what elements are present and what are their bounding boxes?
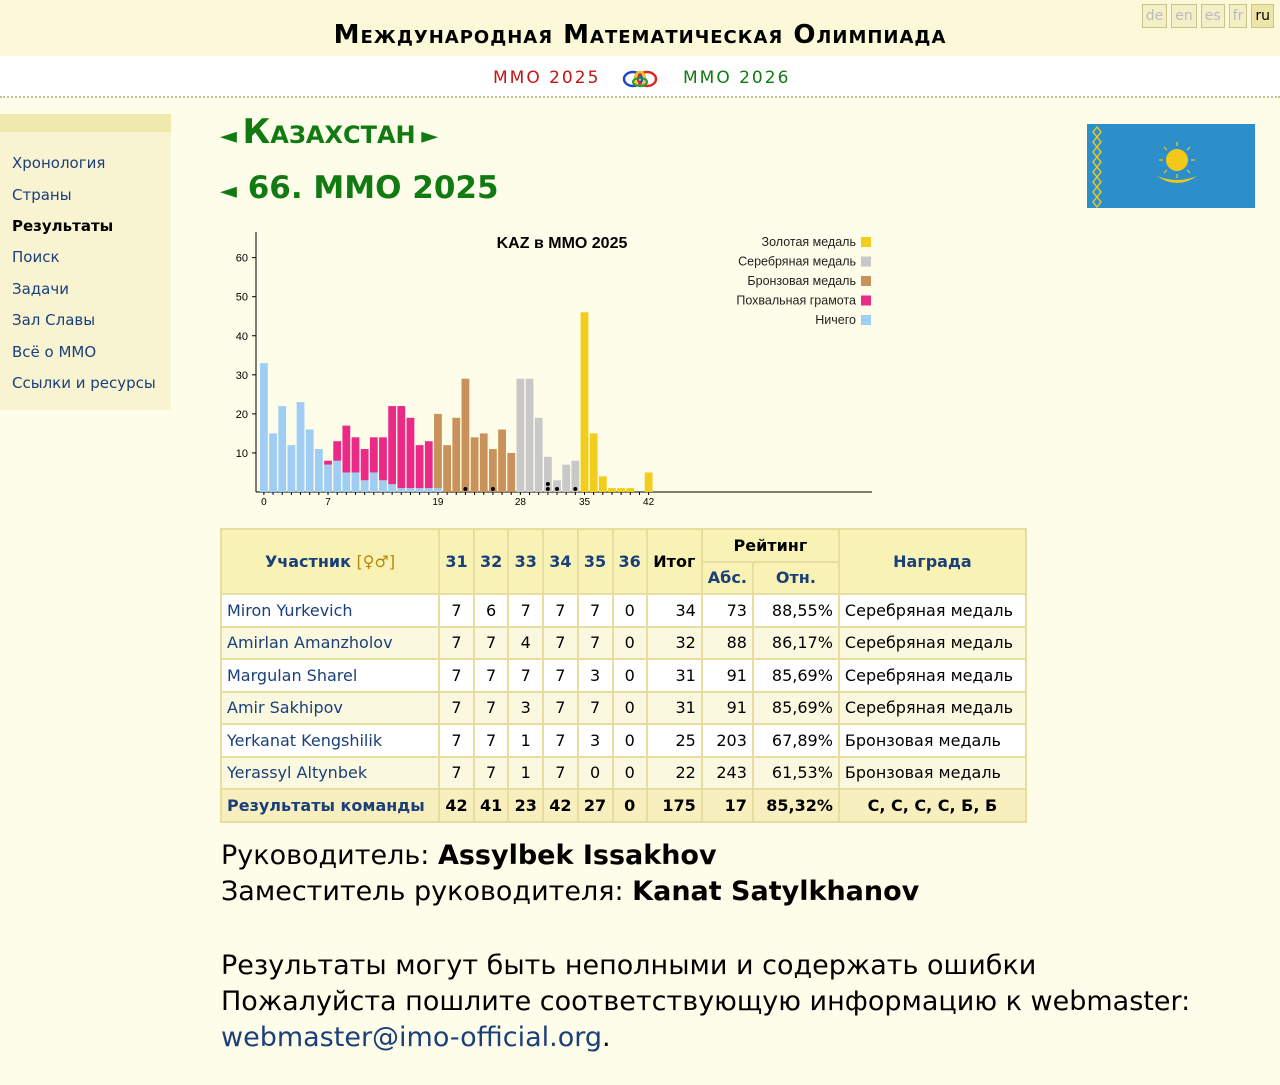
event-heading <box>220 170 499 206</box>
team-total: 175 <box>647 789 702 822</box>
bar-36 <box>590 433 598 492</box>
participant-name[interactable]: Yerkanat Kengshilik <box>221 724 439 757</box>
language-switcher <box>1142 4 1274 28</box>
bar-0 <box>260 363 268 492</box>
bar-7 <box>324 461 332 465</box>
problem-score: 6 <box>474 594 508 627</box>
bar-20 <box>443 445 451 492</box>
rank-abs: 91 <box>702 659 753 692</box>
legend-label: Похвальная грамота <box>736 293 856 308</box>
bar-13 <box>379 480 387 492</box>
bar-15 <box>397 406 405 488</box>
award: Серебряная медаль <box>839 594 1026 627</box>
problem-score: 7 <box>543 627 577 660</box>
header-participant[interactable]: Участник [♀♂] <box>221 529 439 594</box>
email-period: . <box>602 1022 611 1053</box>
y-tick-label: 40 <box>235 330 248 343</box>
total-score: 31 <box>647 659 702 692</box>
header-p3[interactable]: 33 <box>508 529 543 594</box>
bar-12 <box>370 437 378 472</box>
participant-name[interactable]: Margulan Sharel <box>221 659 439 692</box>
problem-score: 7 <box>439 627 474 660</box>
bar-14 <box>388 406 396 484</box>
team-marker <box>573 487 577 491</box>
rank-rel: 88,55% <box>753 594 839 627</box>
y-tick-label: 60 <box>235 252 248 265</box>
prev-country-arrow[interactable]: ◄ <box>220 124 237 149</box>
imo-logo-icon[interactable] <box>622 68 658 90</box>
team-score-p2: 41 <box>474 789 508 822</box>
sidebar <box>0 114 171 410</box>
lang-de[interactable]: de <box>1142 4 1168 28</box>
bar-21 <box>452 418 460 492</box>
problem-score: 0 <box>613 659 647 692</box>
problem-score: 7 <box>543 724 577 757</box>
team-marker <box>491 487 495 491</box>
nav-chronology[interactable]: Хронология <box>12 154 106 172</box>
bar-9 <box>342 426 350 473</box>
bar-8 <box>333 461 341 492</box>
bar-25 <box>489 449 497 492</box>
bar-19 <box>434 488 442 492</box>
next-country-arrow[interactable]: ► <box>421 124 439 149</box>
bar-42 <box>645 472 653 492</box>
problem-score: 7 <box>474 757 508 790</box>
header-p5[interactable]: 35 <box>578 529 613 594</box>
x-tick-label: 28 <box>514 497 526 508</box>
award: Серебряная медаль <box>839 659 1026 692</box>
bar-19 <box>434 414 442 488</box>
nav-hall-of-fame[interactable]: Зал Славы <box>12 311 96 329</box>
x-tick-label: 35 <box>578 497 591 508</box>
lang-en[interactable]: en <box>1171 4 1197 28</box>
header-rank-rel[interactable]: Отн. <box>753 562 839 595</box>
bar-29 <box>526 379 534 492</box>
bar-35 <box>581 312 589 492</box>
problem-score: 7 <box>578 627 613 660</box>
award: Серебряная медаль <box>839 627 1026 660</box>
header-p4[interactable]: 34 <box>543 529 577 594</box>
problem-score: 0 <box>613 724 647 757</box>
year-navigation <box>0 56 1280 98</box>
bar-22 <box>462 379 470 492</box>
legend-swatch <box>861 315 871 325</box>
nav-countries[interactable]: Страны <box>12 186 72 204</box>
rank-abs: 203 <box>702 724 753 757</box>
problem-score: 7 <box>439 757 474 790</box>
nav-about-imo[interactable]: Всё о ММО <box>12 343 97 361</box>
total-score: 31 <box>647 692 702 725</box>
team-marker <box>463 487 467 491</box>
table-row <box>221 627 1026 660</box>
bar-10 <box>352 472 360 492</box>
bar-5 <box>306 430 314 493</box>
bar-12 <box>370 472 378 492</box>
legend-label: Бронзовая медаль <box>747 274 856 288</box>
problem-score: 7 <box>543 757 577 790</box>
team-rank-rel: 85,32% <box>753 789 839 822</box>
legend-label: Серебряная медаль <box>738 254 856 269</box>
team-score-p3: 23 <box>508 789 543 822</box>
participant-name[interactable]: Amirlan Amanzholov <box>221 627 439 660</box>
rank-rel: 61,53% <box>753 757 839 790</box>
header-p6[interactable]: 36 <box>613 529 647 594</box>
bar-40 <box>626 488 634 492</box>
nav-problems[interactable]: Задачи <box>12 280 69 298</box>
team-awards: С, С, С, С, Б, Б <box>839 789 1026 822</box>
bar-10 <box>352 437 360 472</box>
bar-18 <box>425 441 433 488</box>
nav-results[interactable]: Результаты <box>12 217 114 235</box>
bar-24 <box>480 433 488 492</box>
lang-fr[interactable]: fr <box>1229 4 1248 28</box>
bar-3 <box>287 445 295 492</box>
y-tick-label: 50 <box>235 291 248 304</box>
team-results-row <box>221 789 1026 822</box>
disclaimer-line2: Пожалуйста пошлите соответствующую информацию к webmaster: <box>221 986 1191 1017</box>
next-year-link[interactable]: ММО 2026 <box>683 68 791 88</box>
header-award[interactable]: Награда <box>839 529 1026 594</box>
bar-27 <box>507 453 515 492</box>
rank-rel: 85,69% <box>753 692 839 725</box>
x-tick-label: 19 <box>432 497 444 508</box>
problem-score: 7 <box>543 594 577 627</box>
legend-swatch <box>861 296 871 306</box>
team-score-p4: 42 <box>543 789 577 822</box>
rank-rel: 85,69% <box>753 659 839 692</box>
bar-8 <box>333 441 341 461</box>
rank-abs: 88 <box>702 627 753 660</box>
bar-1 <box>269 433 277 492</box>
kazakhstan-flag <box>1087 124 1255 208</box>
rank-rel: 86,17% <box>753 627 839 660</box>
header-total[interactable]: Итог <box>647 529 702 594</box>
total-score: 25 <box>647 724 702 757</box>
prev-event-arrow[interactable]: ◄ <box>220 179 237 204</box>
y-tick-label: 30 <box>235 369 248 382</box>
bar-16 <box>407 418 415 488</box>
problem-score: 7 <box>508 594 543 627</box>
bar-30 <box>535 418 543 492</box>
x-tick-label: 42 <box>643 497 655 508</box>
problem-score: 7 <box>439 692 474 725</box>
team-score-p1: 42 <box>439 789 474 822</box>
country-name[interactable]: Казахстан <box>242 112 416 152</box>
bar-14 <box>388 484 396 492</box>
legend-swatch <box>861 276 871 286</box>
rank-abs: 91 <box>702 692 753 725</box>
site-title[interactable]: Международная Математическая Олимпиада <box>333 20 947 50</box>
problem-score: 7 <box>439 659 474 692</box>
problem-score: 7 <box>439 724 474 757</box>
x-tick-label: 0 <box>261 497 267 508</box>
total-score: 32 <box>647 627 702 660</box>
problem-score: 7 <box>474 627 508 660</box>
lang-es[interactable]: es <box>1201 4 1225 28</box>
problem-score: 7 <box>508 659 543 692</box>
bar-17 <box>416 488 424 492</box>
header-p2[interactable]: 32 <box>474 529 508 594</box>
lang-ru[interactable]: ru <box>1251 4 1274 28</box>
team-marker <box>546 487 550 491</box>
header-rank-abs[interactable]: Абс. <box>702 562 753 595</box>
y-tick-label: 20 <box>235 408 248 421</box>
bar-18 <box>425 488 433 492</box>
bar-33 <box>562 465 570 492</box>
problem-score: 3 <box>578 724 613 757</box>
chart-title: KAZ в ММО 2025 <box>496 235 628 252</box>
legend-swatch <box>861 237 871 247</box>
participant-name[interactable]: Yerassyl Altynbek <box>221 757 439 790</box>
event-title[interactable]: 66. ММО 2025 <box>247 170 499 206</box>
bar-16 <box>407 488 415 492</box>
country-heading <box>220 112 438 152</box>
sidebar-header-bar <box>0 114 171 132</box>
header-p1[interactable]: 31 <box>439 529 474 594</box>
table-row <box>221 659 1026 692</box>
prev-year-link[interactable]: ММО 2025 <box>493 68 601 88</box>
bar-11 <box>361 449 369 480</box>
rank-abs: 243 <box>702 757 753 790</box>
problem-score: 0 <box>613 757 647 790</box>
rank-rel: 67,89% <box>753 724 839 757</box>
problem-score: 7 <box>543 659 577 692</box>
deputy-label: Заместитель руководителя: <box>221 876 624 907</box>
award: Бронзовая медаль <box>839 757 1026 790</box>
problem-score: 7 <box>439 594 474 627</box>
team-score-p5: 27 <box>578 789 613 822</box>
results-table <box>220 528 1027 823</box>
bar-11 <box>361 480 369 492</box>
participant-name[interactable]: Amir Sakhipov <box>221 692 439 725</box>
deputy-name: Kanat Satylkhanov <box>632 876 920 907</box>
problem-score: 3 <box>508 692 543 725</box>
bar-38 <box>608 488 616 492</box>
x-tick-label: 7 <box>325 497 331 508</box>
total-score: 22 <box>647 757 702 790</box>
award: Серебряная медаль <box>839 692 1026 725</box>
problem-score: 3 <box>578 659 613 692</box>
team-marker <box>555 487 559 491</box>
chart-legend <box>736 235 871 327</box>
problem-score: 0 <box>613 627 647 660</box>
table-row <box>221 724 1026 757</box>
table-row <box>221 594 1026 627</box>
site-header <box>0 0 1280 56</box>
results-chart <box>222 228 882 510</box>
total-score: 34 <box>647 594 702 627</box>
problem-score: 4 <box>508 627 543 660</box>
bar-4 <box>297 402 305 492</box>
team-rank-abs: 17 <box>702 789 753 822</box>
problem-score: 7 <box>578 594 613 627</box>
rank-abs: 73 <box>702 594 753 627</box>
legend-label: Ничего <box>815 313 856 327</box>
bar-9 <box>342 472 350 492</box>
bar-37 <box>599 476 607 492</box>
chart-bars <box>260 312 653 492</box>
disclaimer-line1: Результаты могут быть неполными и содержать ошибки <box>221 950 1037 981</box>
team-label: Результаты команды <box>221 789 439 822</box>
problem-score: 7 <box>474 724 508 757</box>
bar-26 <box>498 430 506 493</box>
webmaster-email-link[interactable]: webmaster@imo-official.org <box>221 1022 602 1053</box>
bar-28 <box>516 379 524 492</box>
table-row <box>221 757 1026 790</box>
bar-23 <box>471 437 479 492</box>
nav-search[interactable]: Поиск <box>12 248 60 266</box>
results-rows <box>221 594 1026 789</box>
award: Бронзовая медаль <box>839 724 1026 757</box>
team-marker <box>546 482 550 486</box>
bar-39 <box>617 488 625 492</box>
problem-score: 7 <box>543 692 577 725</box>
team-leaders <box>221 838 919 910</box>
problem-score: 0 <box>613 594 647 627</box>
bar-17 <box>416 445 424 488</box>
team-score-p6: 0 <box>613 789 647 822</box>
problem-score: 1 <box>508 724 543 757</box>
problem-score: 1 <box>508 757 543 790</box>
participant-name[interactable]: Miron Yurkevich <box>221 594 439 627</box>
leader-name: Assylbek Issakhov <box>437 840 717 871</box>
bar-15 <box>397 488 405 492</box>
bar-7 <box>324 465 332 492</box>
leader-label: Руководитель: <box>221 840 430 871</box>
disclaimer <box>221 948 1190 1056</box>
nav-links-resources[interactable]: Ссылки и ресурсы <box>12 374 156 392</box>
header-rank: Рейтинг <box>702 529 839 562</box>
bar-6 <box>315 449 323 492</box>
y-tick-label: 10 <box>235 447 248 460</box>
legend-label: Золотая медаль <box>761 235 856 249</box>
bar-13 <box>379 437 387 480</box>
table-row <box>221 692 1026 725</box>
bar-31 <box>544 457 552 492</box>
problem-score: 7 <box>578 692 613 725</box>
problem-score: 0 <box>613 692 647 725</box>
problem-score: 0 <box>578 757 613 790</box>
problem-score: 7 <box>474 659 508 692</box>
problem-score: 7 <box>474 692 508 725</box>
legend-swatch <box>861 257 871 267</box>
bar-2 <box>278 406 286 492</box>
